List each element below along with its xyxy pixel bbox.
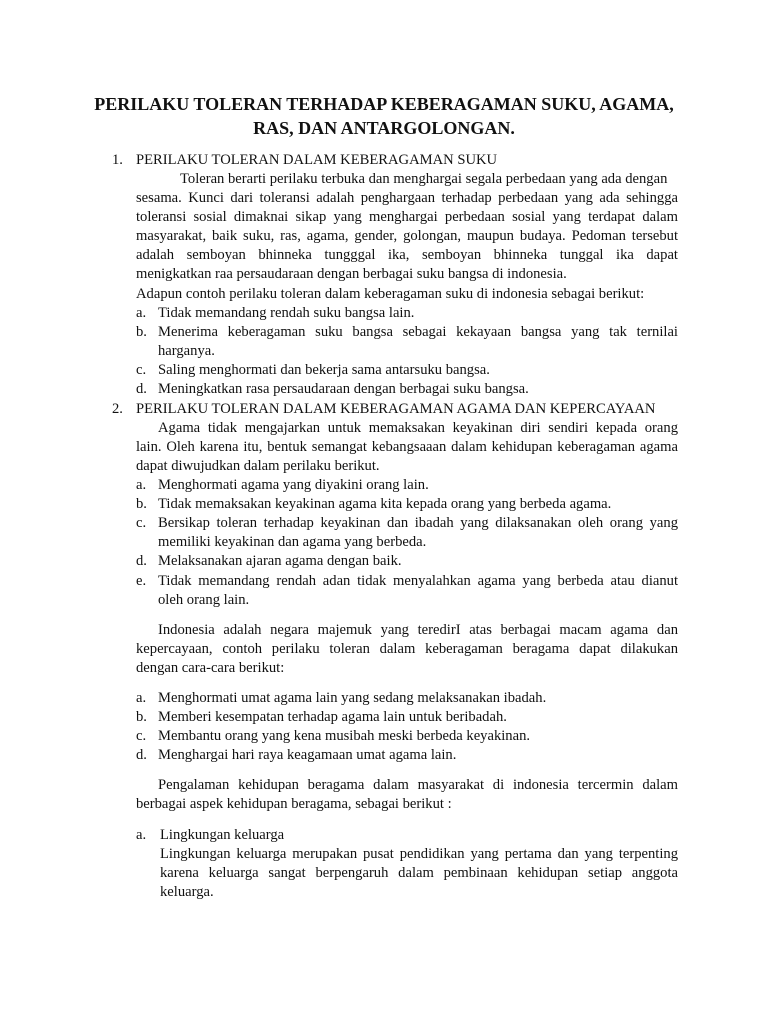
list-marker: c. — [136, 728, 147, 744]
list-item: Melaksanakan ajaran agama dengan baik. — [158, 553, 402, 569]
list-marker: d. — [136, 553, 147, 569]
paragraph-line: berbagai aspek kehidupan beragama, sebagai berikut : — [136, 796, 452, 812]
list-item: Bersikap toleran terhadap keyakinan dan ibadah yang dilaksanakan oleh orang yang — [158, 515, 678, 531]
list-item: Membantu orang yang kena musibah meski berbeda keyakinan. — [158, 728, 531, 744]
section-heading: PERILAKU TOLERAN DALAM KEBERAGAMAN SUKU — [136, 152, 498, 168]
list-item: Tidak memandang rendah suku bangsa lain. — [158, 305, 415, 321]
list-marker: b. — [136, 496, 147, 512]
list-marker: b. — [136, 324, 147, 340]
list-item: Menerima keberagaman suku bangsa sebagai kekayaan bangsa yang tak ternilai — [158, 324, 678, 340]
list-item: Tidak memandang rendah adan tidak menyalahkan agama yang berbeda atau dianut — [158, 573, 678, 589]
section-heading: PERILAKU TOLERAN DALAM KEBERAGAMAN AGAMA DAN KEPERCAYAAN — [136, 401, 656, 417]
list-item-continuation: memiliki keyakinan dan agama yang berbeda. — [158, 534, 427, 550]
paragraph-line: Toleran berarti perilaku terbuka dan menghargai segala perbedaan yang ada dengan — [180, 171, 668, 187]
document-title — [80, 92, 688, 140]
paragraph-line: kepercayaan, contoh perilaku toleran dalam keberagaman beragama dapat dilakukan — [136, 641, 678, 657]
list-item-continuation: harganya. — [158, 343, 215, 359]
paragraph-line: masyarakat, baik suku, ras, agama, gender, golongan, maupun budaya. Pedoman tersebut — [136, 228, 678, 244]
list-marker: c. — [136, 515, 147, 531]
list-item: Memberi kesempatan terhadap agama lain untuk beribadah. — [158, 709, 507, 725]
paragraph-line: Lingkungan keluarga merupakan pusat pendidikan yang pertama dan yang terpenting — [160, 846, 678, 862]
list-marker: d. — [136, 747, 147, 763]
list-marker: a. — [136, 827, 147, 843]
list-marker: d. — [136, 381, 147, 397]
list-marker: a. — [136, 690, 147, 706]
section-number: 2. — [112, 401, 123, 417]
list-item: Menghargai hari raya keagamaan umat agama lain. — [158, 747, 457, 763]
paragraph-line: sesama. Kunci dari toleransi adalah penghargaan terhadap perbedaan yang ada sehingga — [136, 190, 678, 206]
paragraph-line: Adapun contoh perilaku toleran dalam keberagaman suku di indonesia sebagai berikut: — [136, 286, 645, 302]
list-item: Menghormati umat agama lain yang sedang melaksanakan ibadah. — [158, 690, 547, 706]
paragraph-line: adalah semboyan bhinneka tungggal ika, semboyan bhinneka tunggal ika dapat — [136, 247, 678, 263]
paragraph-line: lain. Oleh karena itu, bentuk semangat kebangsaaan dalam kehidupan keberagaman agama — [136, 439, 678, 455]
list-item-continuation: oleh orang lain. — [158, 592, 250, 608]
section-number: 1. — [112, 152, 123, 168]
paragraph-line: toleransi sosial dimaknai sikap yang menghargai perbedaan sosial yang terdapat dalam — [136, 209, 678, 225]
list-item: Tidak memaksakan keyakinan agama kita kepada orang yang berbeda agama. — [158, 496, 612, 512]
paragraph-line: Pengalaman kehidupan beragama dalam masyarakat di indonesia tercermin dalam — [158, 777, 678, 793]
subsection-heading: Lingkungan keluarga — [160, 827, 285, 843]
list-marker: e. — [136, 573, 147, 589]
title-line-1: PERILAKU TOLERAN TERHADAP KEBERAGAMAN SUKU, AGAMA, — [94, 94, 674, 114]
list-marker: b. — [136, 709, 147, 725]
list-item: Meningkatkan rasa persaudaraan dengan berbagai suku bangsa. — [158, 381, 529, 397]
paragraph-line: karena keluarga sangat berpengaruh dalam pembinaan kehidupan setiap anggota — [160, 865, 678, 881]
list-item: Saling menghormati dan bekerja sama antarsuku bangsa. — [158, 362, 490, 378]
list-marker: a. — [136, 305, 147, 321]
title-line-2: RAS, DAN ANTARGOLONGAN. — [253, 118, 515, 138]
list-item: Menghormati agama yang diyakini orang lain. — [158, 477, 429, 493]
paragraph-line: dapat diwujudkan dalam perilaku berikut. — [136, 458, 380, 474]
paragraph-line: dengan cara-cara berikut: — [136, 660, 285, 676]
paragraph-line: keluarga. — [160, 884, 214, 900]
paragraph-line: Indonesia adalah negara majemuk yang teredirI atas berbagai macam agama dan — [158, 622, 678, 638]
list-marker: c. — [136, 362, 147, 378]
paragraph-line: menigkatkan raa persaudaraan dengan berbagai suku bangsa di indonesia. — [136, 266, 567, 282]
list-marker: a. — [136, 477, 147, 493]
paragraph-line: Agama tidak mengajarkan untuk memaksakan keyakinan diri sendiri kepada orang — [158, 420, 678, 436]
